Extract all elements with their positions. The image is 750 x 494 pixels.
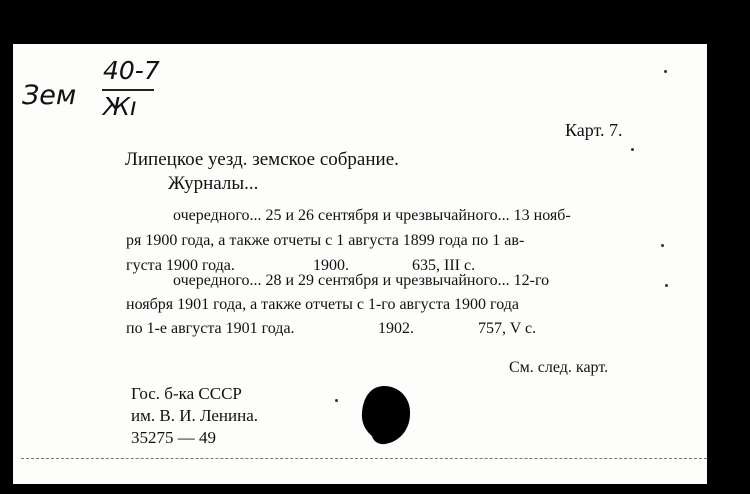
- handwritten-denominator: Жı: [103, 92, 137, 121]
- catalog-card: [13, 44, 707, 484]
- entry-1-line-1: очередного... 25 и 26 сентября и чрезвычайного... 13 нояб-: [173, 207, 571, 224]
- speck: [661, 244, 664, 247]
- speck: [335, 399, 338, 402]
- heading-subtitle: Журналы...: [168, 173, 259, 194]
- entry-2-line-3-text: по 1-е августа 1901 года.: [126, 320, 295, 337]
- entry-2-line-1: очередного... 28 и 29 сентября и чрезвычайного... 12-го: [173, 272, 550, 289]
- entry-1-line-3-text: густа 1900 года.: [126, 257, 235, 274]
- bottom-rule: [21, 458, 707, 459]
- library-stamp-line-3: 35275 — 49: [131, 428, 216, 447]
- entry-1-year: 1900.: [313, 257, 349, 274]
- see-next-card: См. след. карт.: [509, 359, 609, 376]
- card-number: Карт. 7.: [565, 120, 623, 140]
- speck: [664, 70, 667, 73]
- speck: [631, 148, 634, 151]
- entry-1-pages: 635, III с.: [412, 257, 476, 274]
- entry-2-year: 1902.: [378, 320, 414, 337]
- entry-2-line-2: ноября 1901 года, а также отчеты с 1-го августа 1900 года: [126, 296, 519, 313]
- entry-1-line-2: ря 1900 года, а также отчеты с 1 августа 1899 года по 1 ав-: [126, 232, 525, 249]
- library-stamp-line-1: Гос. б-ка СССР: [131, 384, 242, 403]
- heading-title: Липецкое уезд. земское собрание.: [125, 149, 399, 170]
- entry-2-pages: 757, V с.: [478, 320, 537, 337]
- fraction-bar: [102, 89, 154, 91]
- speck: [665, 284, 668, 287]
- library-stamp-line-2: им. В. И. Ленина.: [131, 406, 259, 425]
- punch-hole-blot: [353, 382, 415, 448]
- handwritten-numerator: 40-7: [103, 56, 160, 85]
- handwritten-prefix: Зем: [22, 80, 77, 111]
